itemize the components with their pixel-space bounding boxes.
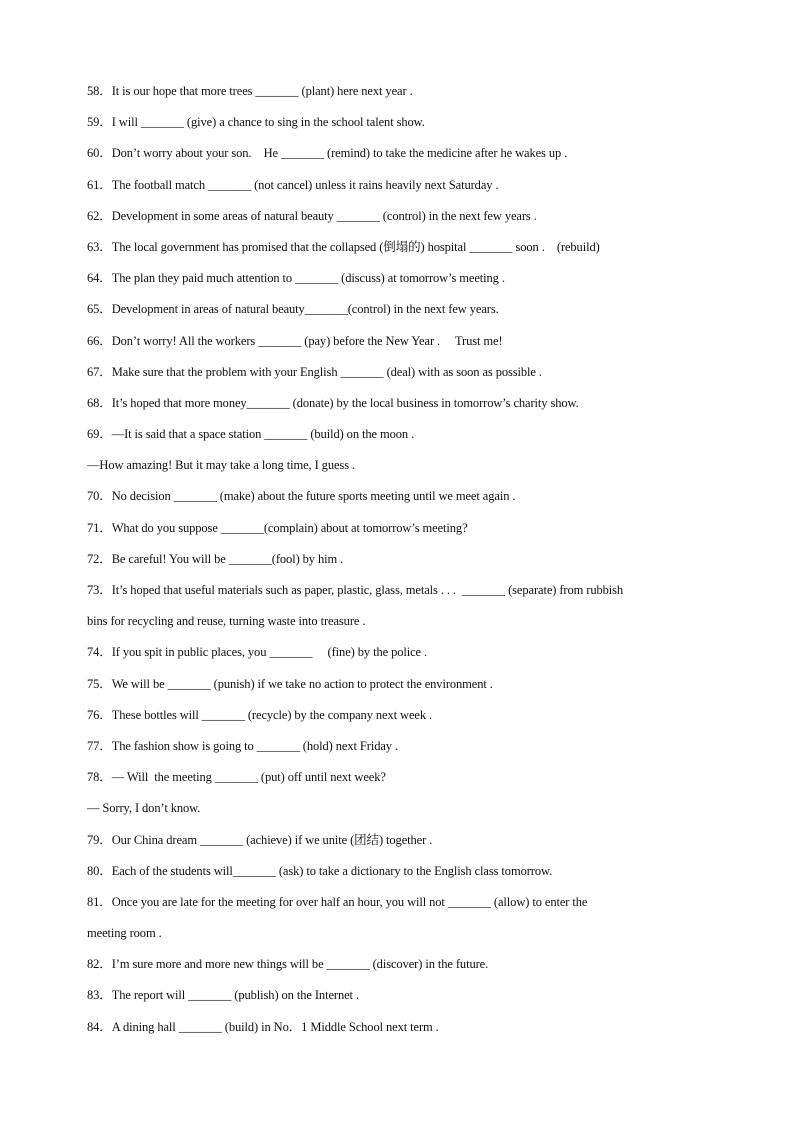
question-line: 68．It’s hoped that more money_______ (donate) by the local business in tomorrow’s charity show. xyxy=(87,395,579,410)
question-line: 73．It’s hoped that useful materials such as paper, plastic, glass, metals . . . _______ (separate) from rubbish xyxy=(87,583,624,597)
question-line: 62．Development in some areas of natural beauty _______ (control) in the next few years . xyxy=(87,208,537,223)
question-line: 61．The football match _______ (not cancel) unless it rains heavily next Saturday . xyxy=(87,177,499,192)
question-line: 67．Make sure that the problem with your English _______ (deal) with as soon as possible . xyxy=(87,364,542,379)
question-line: 58．It is our hope that more trees _______ (plant) here next year . xyxy=(87,84,413,98)
question-line: 65．Development in areas of natural beauty_______(control) in the next few years. xyxy=(87,302,499,317)
question-line: 76．These bottles will _______ (recycle) by the company next week . xyxy=(87,707,433,722)
question-line: 79．Our China dream _______ (achieve) if we unite (团结) together . xyxy=(87,832,433,847)
question-list xyxy=(87,80,727,1047)
question-line: — Sorry, I don’t know. xyxy=(87,801,201,816)
question-line: 84．A dining hall _______ (build) in No．1 Middle School next term . xyxy=(87,1019,439,1034)
question-line: 64．The plan they paid much attention to _______ (discuss) at tomorrow’s meeting . xyxy=(87,271,505,286)
question-line: 69．—It is said that a space station _______ (build) on the moon . xyxy=(87,427,415,442)
question-line: 70．No decision _______ (make) about the future sports meeting until we meet again . xyxy=(87,489,516,504)
question-line: 78．— Will the meeting _______ (put) off until next week? xyxy=(87,770,386,785)
question-line: 77．The fashion show is going to _______ (hold) next Friday . xyxy=(87,738,398,753)
question-line: 72．Be careful! You will be _______(fool) by him . xyxy=(87,551,344,566)
question-line: meeting room . xyxy=(87,926,162,941)
question-line: 80．Each of the students will_______ (ask) to take a dictionary to the English class tomorrow. xyxy=(87,863,553,878)
question-line: bins for recycling and reuse, turning waste into treasure . xyxy=(87,614,366,629)
question-line: 59．I will _______ (give) a chance to sing in the school talent show. xyxy=(87,115,425,130)
question-line: 63．The local government has promised that the collapsed (倒塌的) hospital _______ soon . (rebuild) xyxy=(87,239,600,254)
question-line: 82．I’m sure more and more new things will be _______ (discover) in the future. xyxy=(87,957,489,972)
question-line: —How amazing! But it may take a long time, I guess . xyxy=(87,458,356,473)
question-line: 74．If you spit in public places, you _______ (fine) by the police . xyxy=(87,645,428,660)
question-line: 75．We will be _______ (punish) if we take no action to protect the environment . xyxy=(87,676,493,691)
question-line: 83．The report will _______ (publish) on the Internet . xyxy=(87,988,359,1003)
question-line: 60．Don’t worry about your son. He _______ (remind) to take the medicine after he wakes up . xyxy=(87,146,568,161)
question-line: 81．Once you are late for the meeting for over half an hour, you will not _______ (allow) to enter the xyxy=(87,894,588,909)
question-line: 71．What do you suppose _______(complain) about at tomorrow’s meeting? xyxy=(87,520,468,535)
question-line: 66．Don’t worry! All the workers _______ (pay) before the New Year . Trust me! xyxy=(87,333,503,348)
